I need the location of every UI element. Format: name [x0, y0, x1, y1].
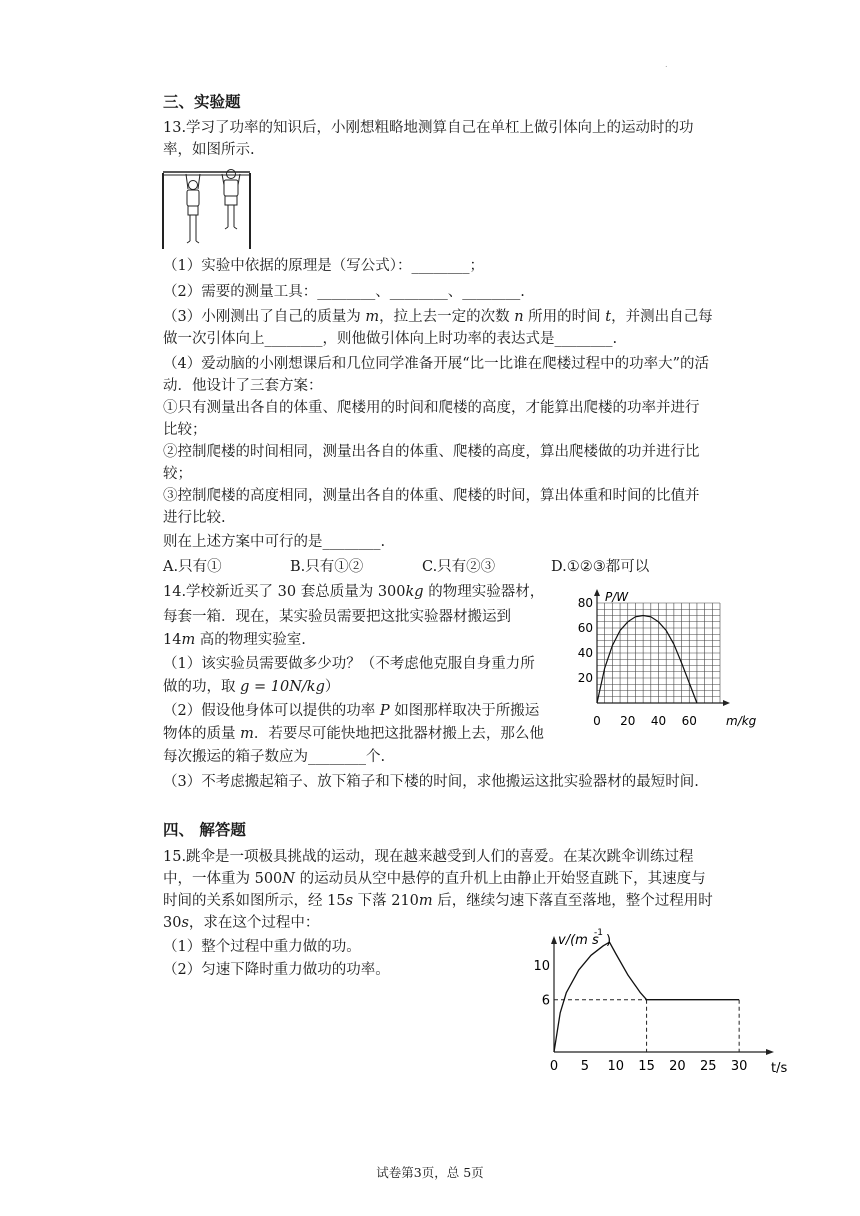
q13-part3-line1: （3）小刚测出了自己的质量为 m，拉上去一定的次数 n 所用的时间 t，并测出自己每 — [163, 309, 713, 325]
section-title-experiment: 三、实验题 — [163, 93, 241, 111]
q13-choice-b: B.只有①② — [290, 559, 364, 575]
corner-dot: . — [665, 60, 668, 69]
x-axis-label: m/kg — [726, 714, 757, 728]
q13-part2: （2）需要的测量工具：________、________、________. — [163, 284, 525, 300]
section-title-answer: 四、 解答题 — [163, 821, 246, 839]
q15-stem-line2: 中，一体重为 500N 的运动员从空中悬停的直升机上由静止开始竖直跳下，其速度与 — [163, 871, 706, 887]
y-tick-label: 20 — [577, 671, 593, 685]
q13-option1-line2: 比较； — [163, 422, 207, 438]
q13-part4-line1: （4）爱动脑的小刚想课后和几位同学准备开展“比一比谁在爬楼过程中的功率大”的活 — [163, 356, 710, 372]
y-axis-arrow — [594, 589, 600, 596]
q14-part2-line3: 每次搬运的箱子数应为________个. — [163, 749, 386, 765]
y-tick-label: 60 — [577, 621, 593, 635]
velocity-time-chart — [530, 920, 795, 1080]
x-tick-label: 30 — [730, 1059, 748, 1074]
q13-choice-c: C.只有②③ — [422, 559, 496, 575]
y-axis-label-superscript: -1 — [594, 928, 603, 938]
q15-stem-line1: 15.跳伞是一项极具挑战的运动，现在越来越受到人们的喜爱。在某次跳伞训练过程 — [163, 849, 694, 865]
x-tick-label: 20 — [669, 1059, 686, 1074]
y-axis-label: v/(m s — [558, 933, 599, 948]
pull-up-figure — [160, 165, 260, 250]
q13-option2-line2: 较； — [163, 466, 192, 482]
q14-part1-line1: （1）该实验员需要做多少功？（不考虑他克服自身重力所 — [163, 656, 535, 672]
x-axis-arrow — [723, 700, 730, 706]
y-axis-arrow — [551, 936, 557, 944]
x-tick-label: 0 — [549, 1059, 559, 1074]
y-tick-label: 6 — [541, 993, 550, 1009]
q14-stem-line2: 每套一箱．现在，某实验员需要把这批实验器材搬运到 — [163, 609, 511, 625]
q13-option3-line1: ③控制爬楼的高度相同，测量出各自的体重、爬楼的时间，算出体重和时间的比值并 — [163, 488, 700, 504]
q13-part3-line2: 做一次引体向上________，则他做引体向上时功率的表达式是________. — [163, 331, 618, 347]
q13-stem-line1: 13.学习了功率的知识后，小刚想粗略地测算自己在单杠上做引体向上的运动时的功 — [163, 120, 694, 136]
power-mass-chart — [570, 585, 770, 730]
q15-part1: （1）整个过程中重力做的功。 — [163, 939, 361, 955]
q15-stem-line3: 时间的关系如图所示，经 15s 下落 210m 后，继续匀速下落直至落地，整个过程用时 — [163, 893, 713, 909]
q13-option3-line2: 进行比较. — [163, 510, 226, 526]
q15-stem-line4: 30s，求在这个过程中： — [163, 915, 320, 931]
q14-part3: （3）不考虑搬起箱子、放下箱子和下楼的时间，求他搬运这批实验器材的最短时间. — [163, 774, 699, 790]
y-axis-label: P/W — [605, 590, 629, 604]
x-tick-label: 60 — [681, 714, 697, 728]
q13-part4-line2: 动．他设计了三套方案： — [163, 378, 323, 394]
q13-choice-a: A.只有① — [163, 559, 222, 575]
y-tick-label: 40 — [577, 646, 593, 660]
y-axis-label-close: ) — [606, 933, 612, 948]
x-tick-label: 25 — [700, 1059, 717, 1074]
q14-part1-line2: 做的功，取 g = 10N/kg） — [163, 679, 340, 695]
q14-stem-line3: 14m 高的物理实验室. — [163, 632, 306, 648]
x-tick-label: 0 — [593, 714, 601, 728]
q13-stem-line2: 率，如图所示. — [163, 142, 255, 158]
y-tick-label: 80 — [577, 596, 593, 610]
x-tick-label: 10 — [607, 1059, 624, 1074]
q13-option1-line1: ①只有测量出各自的体重、爬楼用的时间和爬楼的高度，才能算出爬楼的功率并进行 — [163, 400, 700, 416]
q14-part2-line2: 物体的质量 m．若要尽可能快地把这批器材搬上去，那么他 — [163, 726, 544, 742]
x-tick-label: 5 — [580, 1059, 589, 1074]
x-tick-label: 40 — [650, 714, 667, 728]
page-footer: 试卷第3页，总 5页 — [376, 1165, 484, 1180]
q13-part1: （1）实验中依据的原理是（写公式）：________； — [163, 258, 484, 274]
x-tick-label: 20 — [620, 714, 636, 728]
x-axis-label: t/s — [771, 1061, 788, 1076]
q14-stem-line1: 14.学校新近买了 30 套总质量为 300kg 的物理实验器材， — [163, 584, 545, 600]
q13-choice-d: D.①②③都可以 — [551, 559, 650, 575]
y-tick-label: 10 — [533, 958, 550, 974]
q13-option2-line1: ②控制爬楼的时间相同，测量出各自的体重、爬楼的高度，算出爬楼做的功并进行比 — [163, 444, 700, 460]
q13-ask: 则在上述方案中可行的是________. — [163, 534, 386, 550]
x-tick-label: 15 — [638, 1059, 655, 1074]
q15-part2: （2）匀速下降时重力做功的功率。 — [163, 962, 390, 978]
x-axis-arrow — [766, 1049, 774, 1055]
q14-part2-line1: （2）假设他身体可以提供的功率 P 如图那样取决于所搬运 — [163, 703, 540, 719]
